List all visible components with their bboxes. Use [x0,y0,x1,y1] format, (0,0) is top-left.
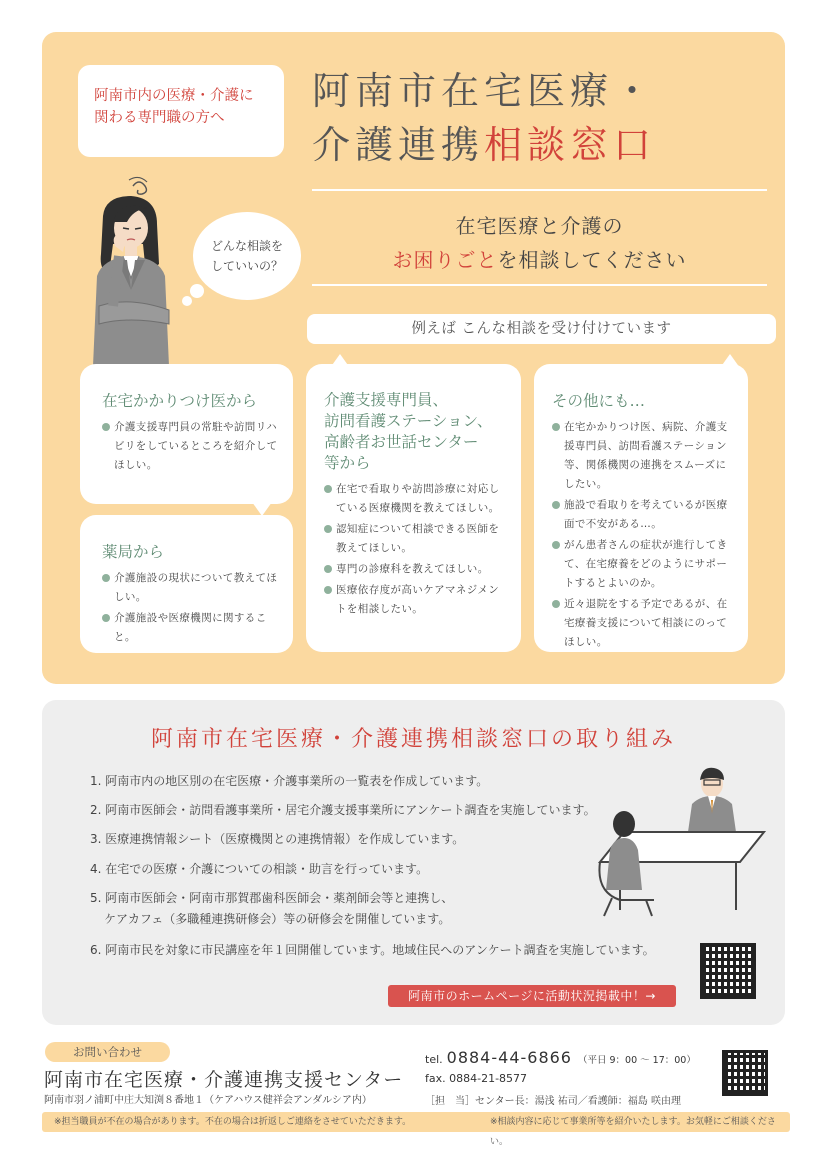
bubble-tail [720,354,740,368]
homepage-link-button[interactable]: 阿南市のホームページに活動状況掲載中！→ [388,985,676,1007]
initiatives-title: 阿南市在宅医療・介護連携相談窓口の取り組み [150,727,676,752]
qr-code[interactable] [722,1050,768,1096]
bubble-tail [330,354,350,368]
example-bar: 例えば こんな相談を受け付けています [307,314,776,344]
card-title [324,390,509,474]
bubble-dot [182,296,192,306]
fax-line: fax. 0884-21-8577 [425,1072,528,1085]
list-item: 在宅かかりつけ医、病院、介護支援専門員、訪問看護ステーション等、関係機関の連携をスムーズにしたい。 [552,418,736,494]
audience-line: 関わる専門職の方へ [94,110,225,126]
card-title-line: 介護支援専門員、 [324,391,449,409]
initiative-item: ケアカフェ（多職種連携研修会）等の研修会を開催しています。 [104,912,451,926]
card-list [102,418,279,475]
bubble-tail [252,502,272,516]
page-title-line1: 阿南市在宅医療・ [312,69,657,113]
initiative-item: 4. 在宅での医療・介護についての相談・助言を行っています。 [90,862,429,876]
initiative-item: 6. 阿南市民を対象に市民講座を年１回開催しています。地域住民へのアンケート調査を実施しています。 [90,943,655,957]
card-care [306,364,521,652]
subtitle-line1: 在宅医療と介護の [455,214,624,238]
card-doctor [80,364,293,504]
bubble-dot [190,284,204,298]
card-list [552,418,736,652]
card-title-line: 訪問看護ステーション、 [324,412,493,430]
initiative-item: 3. 医療連携情報シート（医療機関との連携情報）を作成しています。 [90,832,465,846]
list-item: 在宅で看取りや訪問診療に対応している医療機関を教えてほしい。 [324,480,509,518]
card-title: その他にも… [552,392,646,410]
list-item: 近々退院をする予定であるが、在宅療養支援について相談にのってほしい。 [552,595,736,652]
page-title-main: 介護連携 [312,123,485,167]
list-item: 専門の診療科を教えてほしい。 [324,560,509,579]
page-title-accent: 相談窓口 [484,123,657,167]
initiative-item: 1. 阿南市内の地区別の在宅医療・介護事業所の一覧表を作成しています。 [90,774,489,788]
subtitle-rest: を相談してください [497,248,687,272]
consultation-illustration [590,762,770,917]
card-title: 在宅かかりつけ医から [102,392,258,410]
initiative-item: 5. 阿南市医師会・阿南市那賀郡歯科医師会・薬剤師会等と連携し、 [90,891,454,905]
card-title-line: 高齢者お世話センター [324,433,479,451]
note-right: ※相談内容に応じて事業所等を紹介いたします。お気軽にご相談ください。 [490,1117,776,1147]
initiative-item: 2. 阿南市医師会・訪問看護事業所・居宅介護支援事業所にアンケート調査を実施しています。 [90,803,596,817]
tel-label: tel. [425,1053,443,1066]
worried-woman-illustration [85,176,205,366]
card-list [102,569,279,647]
card-title-line: 等から [324,454,371,472]
list-item: 介護支援専門員の常駐や訪問リハビリをしているところを紹介してほしい。 [102,418,279,475]
thought-bubble [193,212,301,300]
list-item: 医療依存度が高いケアマネジメントを相談したい。 [324,581,509,619]
audience-box [78,65,284,157]
card-list [324,480,509,619]
subtitle-accent: お困りごと [392,248,498,272]
list-item: がん患者さんの症状が進行してきて、在宅療養をどのようにサポートするとよいのか。 [552,536,736,593]
list-item: 介護施設の現状について教えてほしい。 [102,569,279,607]
tel-line [425,1048,696,1067]
thought-bubble-line: していいの？ [210,259,283,273]
list-item: 施設で看取りを考えているが医療面で不安がある…。 [552,496,736,534]
staff-line: ［担 当］センター長：湯浅 祐司／看護師：福島 咲由理 [425,1096,681,1107]
card-pharmacy [80,515,293,653]
divider [312,284,767,286]
tel-number[interactable]: 0884-44-6866 [446,1048,572,1067]
center-address: 阿南市羽ノ浦町中庄大知渕８番地１（ケアハウス健祥会アンダルシア内） [44,1095,372,1106]
page-title-line2 [312,114,656,169]
note-left: ※担当職員が不在の場合があります。不在の場合は折返しご連絡をさせていただきます。 [54,1117,412,1127]
audience-line: 阿南市内の医療・介護に [94,88,254,104]
thought-bubble-line: どんな相談を [210,239,283,253]
contact-tag: お問い合わせ [45,1042,170,1062]
qr-code[interactable] [700,943,756,999]
card-title: 薬局から [102,543,165,561]
list-item: 介護施設や医療機関に関すること。 [102,609,279,647]
business-hours: （平日 9：00 ～ 17：00） [577,1055,696,1066]
subtitle-line2 [312,244,767,273]
divider [312,189,767,191]
card-other [534,364,748,652]
list-item: 認知症について相談できる医師を教えてほしい。 [324,520,509,558]
center-name: 阿南市在宅医療・介護連携支援センター [44,1069,404,1091]
notes-bar [42,1112,790,1147]
